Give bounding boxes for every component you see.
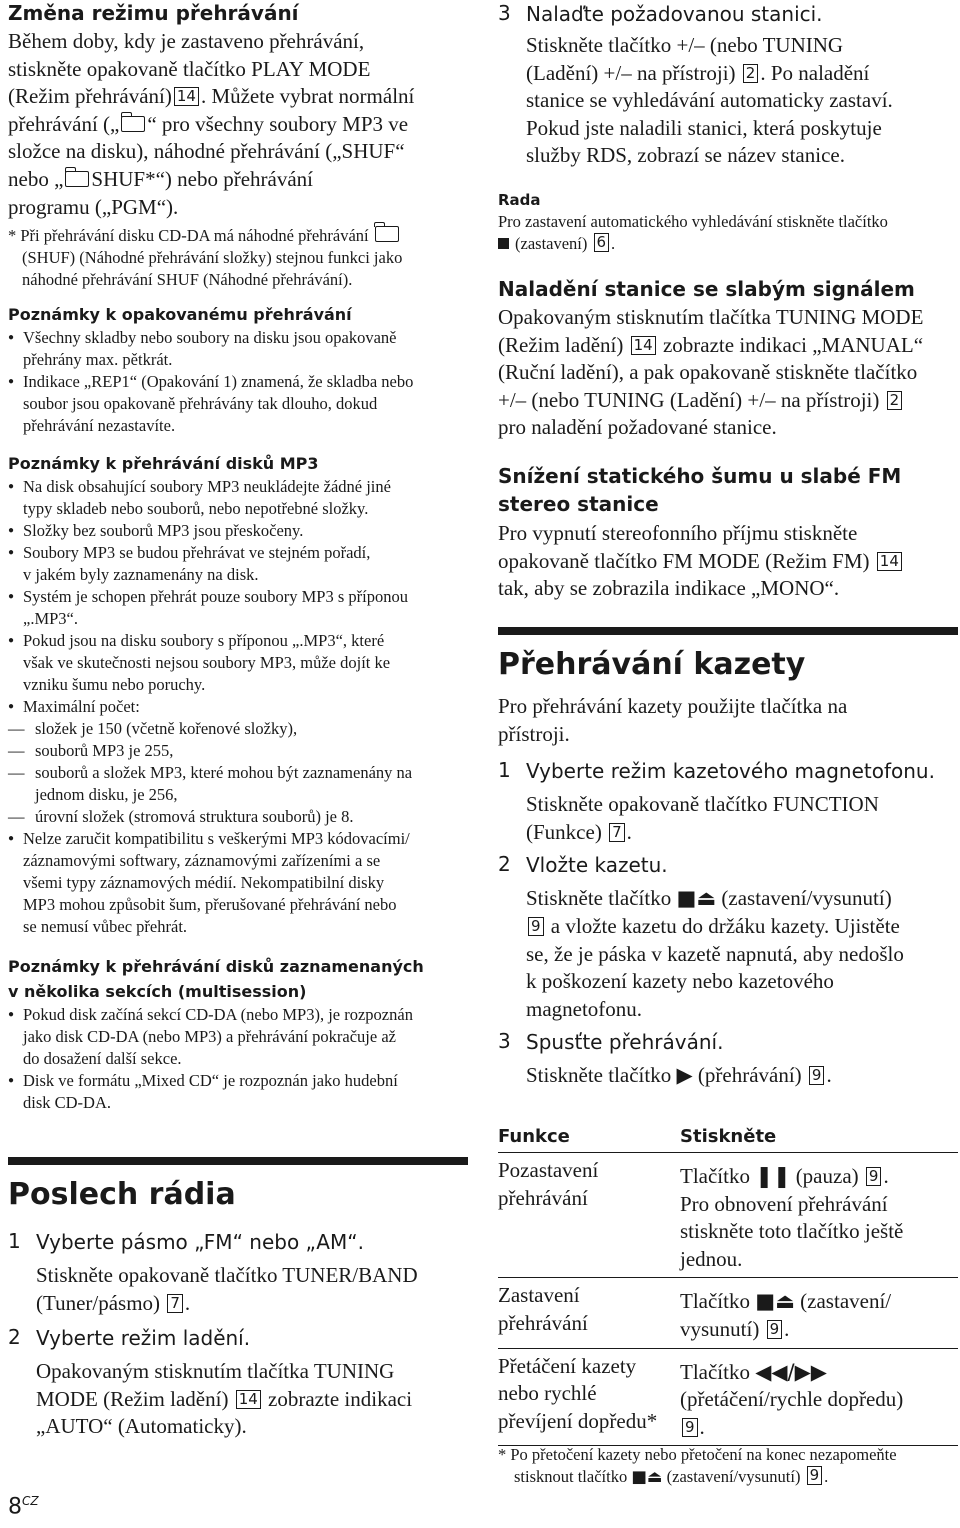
tape-footnote: * Po přetočení kazety nebo přetočení na konec nezapomeňte stisknout tlačítko ■⏏ (zastavení/vysunutí) 9 . bbox=[498, 1445, 897, 1486]
folder-icon bbox=[65, 171, 89, 187]
button-ref-9: 9 bbox=[682, 1418, 698, 1437]
list-item: ● Všechny skladby nebo soubory na disku jsou opakovaně přehrány max. pětkrát. bbox=[8, 327, 468, 371]
radio-step-3: 3 Nalaďte požadovanou stanici. Stiskněte tlačítko +/– (nebo TUNING (Ladění) +/– na přístroji) 2 . Po naladění stanice se vyhledávání automaticky zastaví. Pokud jste naladili stanici, která poskytuje služby RDS, zobrazí se název stanice. bbox=[498, 1, 893, 168]
sub-list-item: — souborů MP3 je 255, bbox=[8, 740, 468, 762]
radio-step-1: 1 Vyberte pásmo „FM“ nebo „AM“. Stiskněte opakovaně tlačítko TUNER/BAND (Tuner/pásmo) 7 . bbox=[8, 1229, 418, 1315]
stop-icon bbox=[498, 238, 509, 249]
multisession-notes-heading: Poznámky k přehrávání disků zaznamenaných v několika sekcích (multisession) bbox=[8, 957, 424, 1002]
table-row: Zastavení přehrávání Tlačítko ■⏏ (zastavení/ vysunutí) 9 . bbox=[498, 1278, 958, 1348]
tape-section: Přehrávání kazety Pro přehrávání kazety použijte tlačítka na přístroji. 1 Vyberte režim kazetového magnetofonu. Stiskněte opakovaně tlačítko FUNCTION (Funkce) 7 . 2 Vložte kazetu. Stiskněte tlačítko ■⏏ (zastavení/vysunutí) 9 a vložte kazetu do držáku kazety. Ujistěte se, že je páska v kazetě napnutá, aby nedošlo k poškození kazety nebo kazetového magnetofonu. 3 Spusťte přehrávání. Stiskněte tlačítko ▶ (přehrávání) 9 . bbox=[498, 627, 958, 1090]
noise-heading: Snížení statického šumu u slabé FM stereo stanice bbox=[498, 464, 902, 516]
mode-footnote: * Při přehrávání disku CD-DA má náhodné přehrávání (SHUF) (Náhodné přehrávání složky) stejnou funkci jako náhodné přehrávání SHUF (Náhodné přehrávání). bbox=[8, 226, 403, 290]
weak-signal-heading: Naladění stanice se slabým signálem bbox=[498, 277, 915, 301]
list-item: ● Nelze zaručit kompatibilitu s veškerými MP3 kódovacími/ záznamovými softwary, záznamovými zařízeními a se všemi typy záznamových médií. Nekompatibilní disky MP3 mohou způsobit šum, přerušované přehrávání nebo se nemusí vůbec přehrát. bbox=[8, 828, 468, 938]
table-row: Přetáčení kazety nebo rychlé převíjení dopředu* Tlačítko ◀◀/▶▶ (přetáčení/rychle dopředu) 9 . bbox=[498, 1353, 904, 1439]
function-table bbox=[498, 1126, 958, 1446]
button-ref-9: 9 bbox=[809, 1066, 825, 1085]
section-rule bbox=[498, 627, 958, 635]
folder-icon bbox=[375, 226, 399, 242]
button-ref-14: 14 bbox=[236, 1390, 261, 1409]
button-ref-9: 9 bbox=[866, 1167, 882, 1186]
list-item: ● Pokud disk začíná sekcí CD-DA (nebo MP3), je rozpoznán jako disk CD-DA (nebo MP3) a přehrávání pokračuje až do dosažení další sekce. bbox=[8, 1004, 468, 1070]
list-item: ● Na disk obsahující soubory MP3 neukládejte žádné jiné typy skladeb nebo souborů, nebo nepotřebné složky. bbox=[8, 476, 468, 520]
repeat-notes-heading: Poznámky k opakovanému přehrávání bbox=[8, 305, 352, 325]
list-item: ● Systém je schopen přehrát pouze soubory MP3 s příponou „.MP3“. bbox=[8, 586, 468, 630]
radio-step-2: 2 Vyberte režim ladění. Opakovaným stisknutím tlačítka TUNING MODE (Režim ladění) 14 zobrazte indikaci „AUTO“ (Automaticky). bbox=[8, 1325, 413, 1439]
stop-eject-icon: ■⏏ bbox=[755, 1289, 795, 1314]
list-item: ● Maximální počet: bbox=[8, 696, 468, 718]
mode-paragraph: Během doby, kdy je zastaveno přehrávání, stiskněte opakovaně tlačítko PLAY MODE (Režim přehrávání) 14 . Můžete vybrat normální přehrávání („ “ pro všechny soubory MP3 ve složce na disku), náhodné přehrávání („SHUF“ nebo „ SHUF*“) nebo přehrávání programu („PGM“). bbox=[8, 29, 415, 219]
play-icon: ▶ bbox=[676, 1063, 693, 1088]
list-item: ● Složky bez souborů MP3 jsou přeskočeny. bbox=[8, 520, 468, 542]
repeat-notes-list bbox=[8, 327, 468, 437]
tip-block: Rada Pro zastavení automatického vyhledávání stiskněte tlačítko (zastavení) 6 . bbox=[498, 189, 958, 255]
stop-eject-icon: ■⏏ bbox=[676, 886, 717, 911]
button-ref-2: 2 bbox=[887, 391, 903, 410]
rewind-ffwd-icon: ◀◀/▶▶ bbox=[755, 1359, 827, 1384]
radio-section-title: Poslech rádia bbox=[8, 1177, 236, 1212]
button-ref-2: 2 bbox=[743, 64, 759, 83]
sub-list-item: — souborů a složek MP3, které mohou být zaznamenány na jednom disku, je 256, bbox=[8, 762, 468, 806]
page-number: $8^{CZ}$ bbox=[8, 1494, 39, 1520]
button-ref-7: 7 bbox=[609, 823, 625, 842]
button-ref-6: 6 bbox=[594, 233, 610, 252]
tape-step-2: 2 Vložte kazetu. Stiskněte tlačítko ■⏏ (zastavení/vysunutí) 9 a vložte kazetu do držáku kazety. Ujistěte se, že je páska v kazetě napnutá, aby nedošlo k poškození kazety nebo kazetového magnetofonu. bbox=[498, 852, 904, 1021]
sub-list-item: — složek je 150 (včetně kořenové složky), bbox=[8, 718, 468, 740]
list-item: ● Soubory MP3 se budou přehrávat ve stejném pořadí, v jakém byly zaznamenány na disk. bbox=[8, 542, 468, 586]
section-rule bbox=[8, 1157, 468, 1165]
tip-heading: Rada bbox=[498, 191, 541, 209]
tape-section-title: Přehrávání kazety bbox=[498, 647, 806, 682]
noise-block: Snížení statického šumu u slabé FM stereo stanice Pro vypnutí stereofonního příjmu stiskněte opakovaně tlačítko FM MODE (Režim FM) 14 tak, aby se zobrazila indikace „MONO“. bbox=[498, 462, 958, 603]
button-ref-14: 14 bbox=[174, 87, 199, 106]
table-row: Pozastavení přehrávání Tlačítko ❚❚ (pauza) 9 . Pro obnovení přehrávání stiskněte toto tlačítko ještě jednou. bbox=[498, 1153, 958, 1278]
mode-heading: Změna režimu přehrávání bbox=[8, 1, 299, 25]
button-ref-14: 14 bbox=[877, 552, 902, 571]
list-item: ● Disk ve formátu „Mixed CD“ je rozpoznán jako hudební disk CD-DA. bbox=[8, 1070, 468, 1114]
pause-icon: ❚❚ bbox=[755, 1164, 791, 1188]
list-item: ● Pokud jsou na disku soubory s příponou „.MP3“, které však ve skutečnosti nejsou soubory MP3, může dojít ke vzniku šumu nebo poruchy. bbox=[8, 630, 468, 696]
tape-step-3: 3 Spusťte přehrávání. Stiskněte tlačítko ▶ (přehrávání) 9 . bbox=[498, 1029, 832, 1088]
table-header: Funkce Stiskněte bbox=[498, 1126, 958, 1153]
mp3-notes-list bbox=[8, 476, 468, 938]
stop-eject-icon: ■⏏ bbox=[631, 1467, 663, 1486]
list-item: ● Indikace „REP1“ (Opakování 1) znamená, že skladba nebo soubor jsou opakovaně přehrávány tak dlouho, dokud přehrávání nezastavíte. bbox=[8, 371, 468, 437]
weak-signal-block: Naladění stanice se slabým signálem Opakovaným stisknutím tlačítka TUNING MODE (Režim ladění) 14 zobrazte indikaci „MANUAL“ (Ruční ladění), a pak opakovaně stiskněte tlačítko +/– (nebo TUNING (Ladění) +/– na přístroji) 2 pro naladění požadované stanice. bbox=[498, 277, 958, 442]
button-ref-9: 9 bbox=[528, 917, 544, 936]
button-ref-14: 14 bbox=[631, 336, 656, 355]
mp3-notes-heading: Poznámky k přehrávání disků MP3 bbox=[8, 454, 319, 474]
sub-list-item: — úrovní složek (stromová struktura souborů) je 8. bbox=[8, 806, 468, 828]
button-ref-7: 7 bbox=[167, 1294, 183, 1313]
folder-icon bbox=[121, 116, 145, 132]
multisession-notes-list bbox=[8, 1004, 468, 1114]
button-ref-9: 9 bbox=[807, 1466, 823, 1485]
button-ref-9: 9 bbox=[767, 1320, 783, 1339]
tape-step-1: 1 Vyberte režim kazetového magnetofonu. Stiskněte opakovaně tlačítko FUNCTION (Funkce) 7 . bbox=[498, 758, 935, 844]
